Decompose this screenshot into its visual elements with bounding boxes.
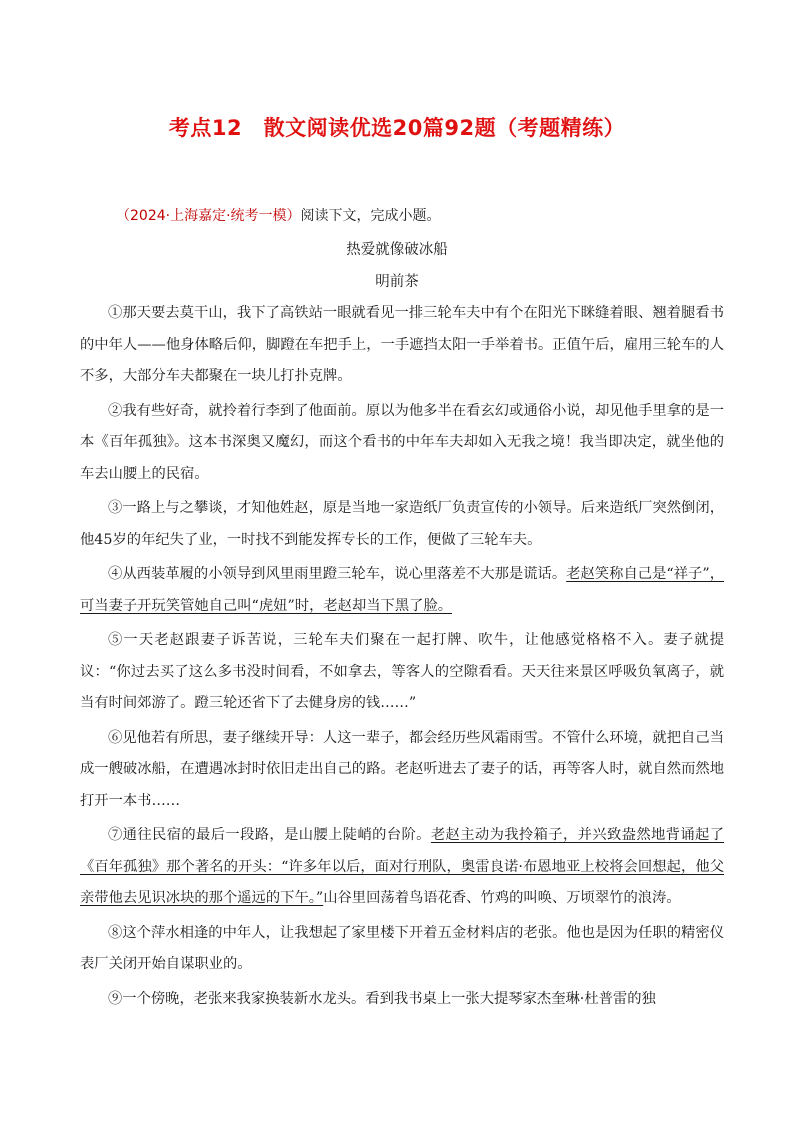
article-paragraph: [80, 625, 724, 720]
article-body: [80, 298, 724, 1018]
article-paragraph: [80, 984, 724, 1016]
underlined-sentence: 老赵笑称自己是“祥子”，可当妻子开玩笑管她自己叫“虎妞”时，老赵却当下黑了脸。: [80, 566, 724, 614]
paragraph-text: ④从西装革履的小领导到风里雨里蹬三轮车，说心里落差不大那是谎话。: [108, 566, 567, 582]
paragraph-text: ⑥见他若有所思，妻子继续开导：人这一辈子，都会经历些风霜雨雪。不管什么环境，就把自己当成一艘破冰船，在遭遇冰封时依旧走出自己的路。老赵听进去了妻子的话，再等客人时，就自然而然地打开一本书……: [80, 729, 724, 809]
question-intro: [116, 206, 441, 226]
paragraph-text: ⑧这个萍水相逢的中年人，让我想起了家里楼下开着五金材料店的老张。他也是因为任职的精密仪表厂关闭开始自谋职业的。: [80, 924, 724, 972]
article-paragraph: [80, 493, 724, 556]
article-paragraph: [80, 396, 724, 491]
article-paragraph: [80, 298, 724, 393]
article-paragraph: [80, 918, 724, 981]
paragraph-text: ①那天要去莫干山，我下了高铁站一眼就看见一排三轮车夫中有个在阳光下眯缝着眼、翘着腿看书的中年人——他身体略后仰，脚蹬在车把手上，一手遮挡太阳一手举着书。正值午后，雇用三轮车的人不多，大部分车夫都聚在一块儿打扑克牌。: [80, 305, 724, 384]
page-title: 考点12 散文阅读优选20篇92题（考题精练）: [168, 116, 626, 140]
paragraph-text: ⑤一天老赵跟妻子诉苦说，三轮车夫们聚在一起打牌、吹牛，让他感觉格格不入。妻子就提议：“你过去买了这么多书没时间看，不如拿去，等客人的空隙看看。天天往来景区呼吸负氧离子，就当有时间郊游了。蹬三轮还省下了去健身房的钱……”: [80, 632, 724, 711]
article-paragraph: [80, 559, 724, 622]
paragraph-text: 山谷里回荡着鸟语花香、竹鸡的叫唤、万顷翠竹的浪涛。: [323, 890, 681, 906]
article-author: 明前茶: [375, 274, 419, 290]
paragraph-text: ⑨一个傍晚，老张来我家换装新水龙头。看到我书桌上一张大提琴家杰奎琳·杜普雷的独: [108, 990, 656, 1007]
paragraph-text: ③一路上与之攀谈，才知他姓赵，原是当地一家造纸厂负责宣传的小领导。后来造纸厂突然倒闭，他45岁的年纪失了业，一时找不到能发挥专长的工作，便做了三轮车夫。: [80, 500, 724, 548]
paragraph-text: ②我有些好奇，就拎着行李到了他面前。原以为他多半在看玄幻或通俗小说，却见他手里拿的是一本《百年孤独》。这本书深奥又魔幻，而这个看书的中年车夫却如入无我之境！我当即决定，就坐他的车去山腰上的民宿。: [80, 402, 724, 482]
article-title: 热爱就像破冰船: [346, 242, 448, 258]
question-source: （2024·上海嘉定·统考一模）: [116, 208, 301, 224]
underlined-sentence: 老赵主动为我拎箱子，并兴致盎然地背诵起了《百年孤独》那个著名的开头：“许多年以后，面对行刑队，奥雷良诺·布恩地亚上校将会回想起，他父亲带他去见识冰块的那个遥远的下午。”: [80, 827, 725, 906]
question-instruction: 阅读下文，完成小题。: [300, 208, 441, 224]
article-paragraph: [80, 820, 724, 915]
paragraph-text: ⑦通往民宿的最后一段路，是山腰上陡峭的台阶。: [108, 827, 431, 843]
article-paragraph: [80, 723, 724, 818]
